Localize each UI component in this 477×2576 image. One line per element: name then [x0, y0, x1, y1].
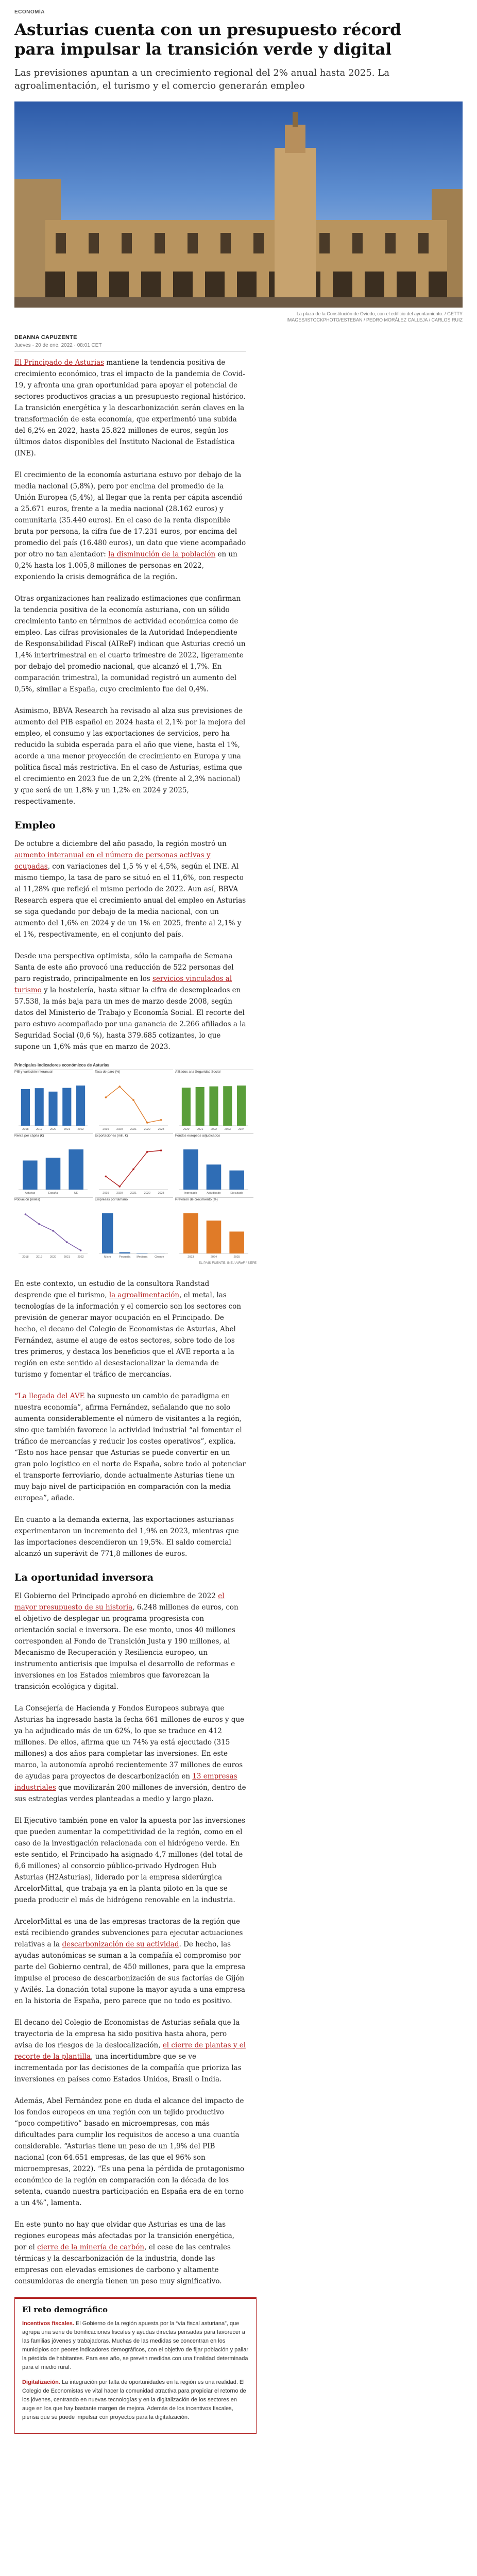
chart-tick-label: Adjudicado — [207, 1192, 221, 1195]
indicators-chart[interactable] — [14, 1063, 257, 1265]
headline: Asturias cuenta con un presupuesto récord para impulsar la transición verde y digital — [14, 21, 401, 59]
chart-point — [66, 1241, 68, 1243]
link[interactable]: el mayor presupuesto de su historia — [14, 1592, 225, 1612]
link[interactable]: la disminución de la población — [108, 550, 216, 558]
chart-point — [146, 1151, 148, 1153]
chart-bar — [207, 1164, 222, 1190]
facade-windows — [56, 233, 437, 253]
clock-tower — [275, 148, 316, 302]
chart-point — [146, 1122, 148, 1124]
sidebar-box-demografico — [14, 2297, 257, 2434]
link[interactable]: el cierre de plantas y el recorte de la plantilla — [14, 2041, 246, 2061]
chart-bar — [207, 1221, 222, 1253]
chart-panel — [14, 1133, 93, 1195]
link[interactable]: la agroalimentación — [109, 1291, 180, 1299]
link[interactable]: aumento interanual en el número de personas activas y ocupadas — [14, 851, 211, 871]
chart-tick-label: Asturias — [25, 1192, 36, 1195]
chart-bar — [76, 1086, 85, 1126]
chart-point — [132, 1099, 134, 1101]
chart-tick-label: 2021 — [130, 1128, 137, 1131]
chart-point — [118, 1185, 121, 1188]
section-heading-inversora: La oportunidad inversora — [14, 1572, 154, 1583]
chart-panel-plot — [14, 1143, 92, 1195]
chart-tick-label: 2018 — [22, 1256, 29, 1259]
chart-panel-plot — [175, 1207, 252, 1259]
chart-point — [160, 1149, 162, 1151]
chart-panel — [14, 1070, 93, 1131]
chart-bar — [69, 1149, 83, 1190]
chart-tick-label: 2019 — [103, 1128, 109, 1131]
chart-panel-plot — [14, 1079, 92, 1131]
chart-panel — [175, 1070, 253, 1131]
paragraph: La Consejería de Hacienda y Fondos Europeos subraya que Asturias ha ingresado hasta la fecha 661 millones de euros y que ya ha adjudicado más de un 62%, lo que se traduce en 412 millones. De ellos, afirma que un 74% ya está ejecutado (315 millones) a dos años para completar las inversiones. En este marco, la autonomía aprobó recientemente 37 millones de euros de ayudas para proyectos de descarbonización en 13 empresas industriales que movilizarán 200 millones de inversión, dentro de sus estrategias verdes planteadas a medio y largo plazo. — [14, 1704, 246, 1803]
paragraph: Asimismo, BBVA Research ha revisado al alza sus previsiones de aumento del PIB español en 2024 hasta el 2,1% por la mejora del empleo, el consumo y las exportaciones de servicios, pero ha reducido la subida esperada para el año que viene, hasta el 1%, acorde a una menor proyección de crecimiento en Europa y una política fiscal más restrictiva. En el caso de Asturias, estima que el crecimiento en 2023 fue de un 2,2% (frente al 2,3% nacional) y que será de un 1,8% y un 1,2% en 2024 y 2025, respectivamente. — [14, 707, 246, 806]
link[interactable]: 13 empresas industriales — [14, 1772, 237, 1792]
chart-panel-label: Renta per cápita (€) — [14, 1134, 44, 1138]
paragraph: El Principado de Asturias mantiene la tendencia positiva de crecimiento económico, tras el impacto de la pandemia de Covid-19, y afronta una gran oportunidad para apoyar el potencial de sectores productivos gracias a un presupuesto regional histórico. La transición energética y la descarbonización serán claves en la transformación de esta economía, que experimentó una subida del 6,2% en 2022, hasta 25.822 millones de euros, según los últimos datos disponibles del Instituto Nacional de Estadística (INE). — [14, 359, 246, 457]
chart-tick-label: 2020 — [183, 1128, 190, 1131]
section-heading-empleo: Empleo — [14, 820, 56, 831]
chart-tick-label: 2024 — [210, 1256, 217, 1259]
hero-image-oviedo-town-hall — [14, 101, 463, 308]
chart-panel — [95, 1197, 173, 1259]
chart-bar — [183, 1149, 198, 1190]
chart-panel-plot — [95, 1207, 172, 1259]
chart-line — [25, 1214, 80, 1250]
chart-panel-label: Exportaciones (mill. €) — [95, 1134, 128, 1138]
chart-point — [105, 1176, 107, 1178]
chart-panel-label: Fondos europeos adjudicados — [175, 1134, 220, 1138]
chart-tick-label: 2023 — [158, 1192, 164, 1195]
chart-panel-label: Población (miles) — [14, 1198, 40, 1201]
chart-tick-label: 2019 — [36, 1256, 43, 1259]
paragraph: El Ejecutivo también pone en valor la apuesta por las inversiones que pueden aumentar la competitividad de la región, como en el caso de la investigación relacionada con el hidrógeno verde. En este sentido, el Principado ha asignado 4,7 millones (del total de 6,6 millones) al consorcio público-privado Hydrogen Hub Asturias (H2Asturias), liderado por la empresa siderúrgica ArcelorMittal, que trabaja ya en la planta piloto en la que se pueda producir el más de hidrógeno renovable en la industria. — [14, 1817, 246, 1904]
link[interactable]: servicios vinculados al turismo — [14, 975, 232, 994]
chart-bar — [223, 1086, 232, 1126]
chart-title: Principales indicadores económicos de Asturias — [14, 1063, 110, 1067]
section-tag[interactable]: ECONOMÍA — [14, 9, 45, 15]
chart-point — [52, 1230, 54, 1232]
paragraph: En este contexto, un estudio de la consultora Randstad desprende que el turismo, la agroalimentación, el metal, las tecnologías de la información y el comercio son los sectores con previsión de generar mayor ocupación en el Principado. De hecho, el decano del Colegio de Economistas de Asturias, Abel Fernández, asume el auge de estos sectores, sobre todo de los tres primeros, y destaca los beneficios que el AVE reporta a la región en este sentido al desestacionalizar la demanda de turismo y fomentar el tráfico de mercancías. — [14, 1280, 242, 1379]
paragraph: Otras organizaciones han realizado estimaciones que confirman la tendencia positiva de la economía asturiana, con un sólido crecimiento tanto en términos de actividad económica como de empleo. Las cifras provisionales de la Autoridad Independiente de Responsabilidad Fiscal (AIReF) indican que Asturias creció un 1,4% intertrimestral en el cuarto trimestre de 2022, ligeramente por debajo del promedio nacional, que alcanzó el 1,7%. En comparación trimestral, la comunidad registró un aumento del 0,5%, similar a España, cuyo crecimiento fue del 0,4%. — [14, 595, 246, 693]
chart-bar — [209, 1087, 218, 1126]
chart-tick-label: 2025 — [233, 1256, 240, 1259]
chart-panel-plot — [175, 1143, 252, 1195]
chart-panel-label: Tasa de paro (%) — [95, 1070, 121, 1074]
chart-tick-label: 2023 — [224, 1128, 231, 1131]
link[interactable]: El Principado de Asturias — [14, 359, 105, 367]
link[interactable]: cierre de la minería de carbón — [37, 2243, 145, 2251]
chart-point — [25, 1213, 27, 1215]
chart-panel-label: PIB y variación interanual — [14, 1070, 53, 1074]
chart-line — [106, 1087, 161, 1123]
author-byline[interactable]: DEANNA CAPUZENTE — [14, 334, 77, 341]
plaza-ground — [14, 297, 463, 308]
chart-tick-label: Pequeña — [119, 1256, 131, 1259]
paragraph: El crecimiento de la economía asturiana estuvo por debajo de la media nacional (5,8%), pero por encima del promedio de la Unión Europea (5,4%), al llegar que la renta per cápita ascendió a 25.671 euros, frente a la media nacional (28.162 euros) y comunitaria (35.440 euros). En el caso de la renta disponible bruta por persona, la cifra fue de 17.231 euros, por encima del promedio del país (16.480 euros), un dato que viene acompañado por otro no tan alentador: la disminución de la población en un 0,2% hasta los 1.005,8 millones de personas en 2022, exponiendo la crisis demográfica de la región. — [14, 471, 246, 581]
chart-tick-label: 2022 — [77, 1256, 84, 1259]
paragraph: El decano del Colegio de Economistas de Asturias señala que la trayectoria de la empresa ha sido positiva hasta ahora, pero avisa de los riesgos de la deslocalización, el cierre de plantas y el recorte de la plantilla, una incertidumbre que se ve incrementada por las decisiones de la compañía que prioriza las inversiones en países como Estados Unidos, Brasil o India. — [14, 2019, 246, 2083]
chart-tick-label: 2023 — [188, 1256, 194, 1259]
chart-bar — [196, 1087, 205, 1126]
chart-tick-label: 2022 — [210, 1128, 217, 1131]
chart-tick-label: Ejecutado — [230, 1192, 243, 1195]
chart-bar — [35, 1088, 44, 1126]
chart-tick-label: 2021 — [197, 1128, 203, 1131]
chart-tick-label: UE — [74, 1192, 78, 1195]
chart-bar — [62, 1088, 71, 1126]
chart-source: EL PAÍS FUENTE: INE / AIReF / SEPE — [198, 1261, 257, 1265]
chart-bar — [46, 1158, 61, 1190]
chart-tick-label: 2020 — [49, 1256, 57, 1259]
box-paragraph: Digitalización. La integración por falta de oportunidades en la región es una realidad. El Colegio de Economistas ve vital hacer la comunidad atractiva para propiciar el retorno de los jóvenes, centrando en nuevas tecnologías y en la digitalización de los sectores en auge en los que hay bastante margen de mejora. Además de los incentivos fiscales, piensa que se puede impulsar con proyectos para la digitalización. — [22, 2379, 246, 2420]
chart-panel-plot — [95, 1079, 172, 1131]
chart-point — [80, 1249, 82, 1251]
box-paragraph: Incentivos fiscales. El Gobierno de la región apuesta por la “vía fiscal asturiana”, que agrupa una serie de bonificaciones fiscales y ayudas directas pensadas para favorecer a las familias jóvenes y trabajadoras. Muchas de las medidas se concentran en los municipios con peores indicadores demográficos, con el objetivo de fijar población y paliar la pérdida de habitantes. Para ese año, se prevén medidas con una finalidad determinada para el medio rural. — [22, 2320, 249, 2370]
chart-tick-label: 2022 — [144, 1192, 150, 1195]
byline-divider — [14, 351, 246, 352]
chart-panel — [175, 1197, 253, 1259]
chart-panel — [175, 1133, 253, 1195]
chart-bar — [102, 1213, 113, 1253]
subheadline: Las previsiones apuntan a un crecimiento regional del 2% anual hasta 2025. La agroalimentación, el turismo y el comercio generarán empleo — [14, 67, 389, 91]
chart-bar — [21, 1089, 30, 1126]
tower-top — [285, 125, 305, 153]
box-title: El reto demográfico — [22, 2305, 108, 2314]
paragraph: ArcelorMittal es una de las empresas tractoras de la región que está recibiendo grandes subvenciones para ejecutar actuaciones relativas a la descarbonización de su actividad. De hecho, las ayudas autonómicas se suman a la compañía el compromiso por parte del Gobierno central, de 450 millones, para que la empresa impulse el proceso de descarbonización de sus factorías de Gijón y Avilés. La donación total supone la mayor ayuda a una empresa en la historia de España, pero parece que no todo es positivo. — [14, 1918, 246, 2005]
chart-bar — [229, 1171, 244, 1190]
chart-tick-label: 2022 — [77, 1128, 84, 1131]
paragraph: El Gobierno del Principado aprobó en diciembre de 2022 el mayor presupuesto de su historia, 6.248 millones de euros, con el objetivo de desplegar un programa progresista con orientación social e inversora. De ese monto, unos 40 millones corresponden al Fondo de Transición Justa y 190 millones, al Mecanismo de Recuperación y Resiliencia europeo, un instrumento anticrisis que impulsa el desarrollo de reformas e inversiones en los Estados miembros que favorezcan la transición ecológica y digital. — [14, 1592, 238, 1691]
chart-tick-label: Micro — [104, 1256, 111, 1259]
chart-tick-label: Grande — [155, 1256, 164, 1259]
chart-tick-label: 2023 — [158, 1128, 164, 1131]
chart-bar — [229, 1231, 244, 1253]
chart-point — [132, 1168, 134, 1171]
chart-tick-label: Ingresado — [184, 1192, 197, 1195]
chart-point — [38, 1223, 40, 1225]
chart-panel-label: Empresas por tamaño — [95, 1198, 128, 1201]
chart-grid — [14, 1070, 257, 1259]
chart-point — [160, 1119, 162, 1121]
chart-point — [118, 1086, 121, 1088]
chart-bar — [237, 1086, 246, 1126]
chart-tick-label: España — [48, 1192, 58, 1195]
chart-panel — [95, 1133, 173, 1195]
chart-panel-label: Previsión de crecimiento (%) — [175, 1198, 218, 1201]
chart-bar — [183, 1213, 198, 1253]
chart-bar — [48, 1092, 57, 1126]
chart-tick-label: 2020 — [49, 1128, 57, 1131]
chart-tick-label: 2020 — [116, 1128, 123, 1131]
chart-panel — [14, 1197, 93, 1259]
paragraph: Además, Abel Fernández pone en duda el alcance del impacto de los fondos europeos en una región con un tejido productivo “poco competitivo” basado en microempresas, con más dificultades para cumplir los requisitos de acceso a una cuantía considerable. “Asturias tiene un peso de un 1,9% del PIB nacional (con 64.651 empresas, de las que el 96% son microempresas, 2022). “Es una pena la pérdida de protagonismo económico de la región en comparación con la década de los setenta, cuando nuestra participación en España era de en torno a un 4%”, lamenta. — [14, 2097, 245, 2207]
paragraph: “La llegada del AVE ha supuesto un cambio de paradigma en nuestra economía”, afirma Fernández, señalando que no solo aumenta considerablemente el número de visitantes a la región, sino que también favorece la actividad industrial “al fomentar el tráfico de mercancías y reducir los costes operativos”, explica. “Esto nos hace pensar que Asturias se puede convertir en un gran polo logístico en el norte de España, sobre todo al potenciar el transporte ferroviario, donde actualmente Asturias tiene un muy bajo nivel de participación en comparación con la media europea”, añade. — [14, 1392, 246, 1502]
paragraph: En este punto no hay que olvidar que Asturias es una de las regiones europeas más afectadas por la transición energética, por el cierre de la minería de carbón, el cese de las centrales térmicas y la descarbonización de la industria, donde las empresas con elevadas emisiones de carbono y altamente consumidoras de energía tienen un peso muy significativo. — [14, 2221, 235, 2285]
article-body — [14, 357, 257, 2434]
link[interactable]: descarbonización de su actividad — [62, 1940, 179, 1948]
chart-point — [105, 1096, 107, 1098]
tower-spire — [293, 112, 298, 127]
chart-bar — [182, 1088, 191, 1126]
chart-panel-plot — [14, 1207, 92, 1259]
paragraph: En cuanto a la demanda externa, las exportaciones asturianas experimentaron un incremento del 1,9% en 2023, mientras que las importaciones descendieron un 19,5%. El saldo comercial alcanzó un superávit de 771,8 millones de euros. — [14, 1516, 239, 1558]
paragraph: De octubre a diciembre del año pasado, la región mostró un aumento interanual en el número de personas activas y ocupadas, con variaciones del 1,5 % y el 4,5%, según el INE. Al mismo tiempo, la tasa de paro se situó en el 11,6%, con respecto al 11,28% que reflejó el mismo periodo de 2022. Aun así, BBVA Research espera que el crecimiento anual del empleo en Asturias se siga quedando por debajo de la media nacional, con un aumento del 1,6% en 2024 y de un 1% en 2025, frente al 2,1% y el 1%, respectivamente, en el conjunto del país. — [14, 840, 246, 939]
chart-tick-label: 2021 — [63, 1256, 70, 1259]
publish-date: Jueves · 20 de ene. 2022 · 08:01 CET — [14, 343, 102, 348]
chart-tick-label: 2018 — [22, 1128, 29, 1131]
link[interactable]: “La llegada del AVE — [14, 1392, 85, 1400]
chart-bar — [120, 1252, 130, 1253]
chart-panel — [95, 1070, 173, 1131]
chart-panel-label: Afiliados a la Seguridad Social — [175, 1070, 220, 1074]
chart-tick-label: 2020 — [116, 1192, 123, 1195]
paragraph: Desde una perspectiva optimista, sólo la campaña de Semana Santa de este año provocó una reducción de 522 personas del paro registrado, principalmente en los servicios vinculados al turismo y la hostelería, hasta situar la cifra de desempleados en 57.538, la más baja para un mes de marzo desde 2008, según datos del Ministerio de Trabajo y Economía Social. El recorte del paro estuvo acompañado por una ganancia de 2.266 afiliados a la Seguridad Social (0,6 %), hasta 379.685 cotizantes, lo que supone un 1,6% más que en marzo de 2023. — [14, 952, 246, 1051]
chart-tick-label: 2021 — [63, 1128, 70, 1131]
chart-tick-label: 2019 — [36, 1128, 43, 1131]
chart-tick-label: 2019 — [103, 1192, 109, 1195]
chart-panel-plot — [95, 1143, 172, 1195]
chart-bar — [23, 1161, 38, 1190]
chart-tick-label: Mediana — [137, 1256, 148, 1259]
chart-tick-label: 2021 — [130, 1192, 137, 1195]
chart-panel-plot — [175, 1079, 252, 1131]
chart-tick-label: 2024 — [238, 1128, 245, 1131]
chart-tick-label: 2022 — [144, 1128, 150, 1131]
image-caption: La plaza de la Constitución de Oviedo, con el edificio del ayuntamiento. / GETTY IMAGES/ISTOCKPHOTO/ESTEBAN / PEDRO MORÁLEZ CALLEJA / CARLOS RUIZ — [286, 311, 463, 323]
